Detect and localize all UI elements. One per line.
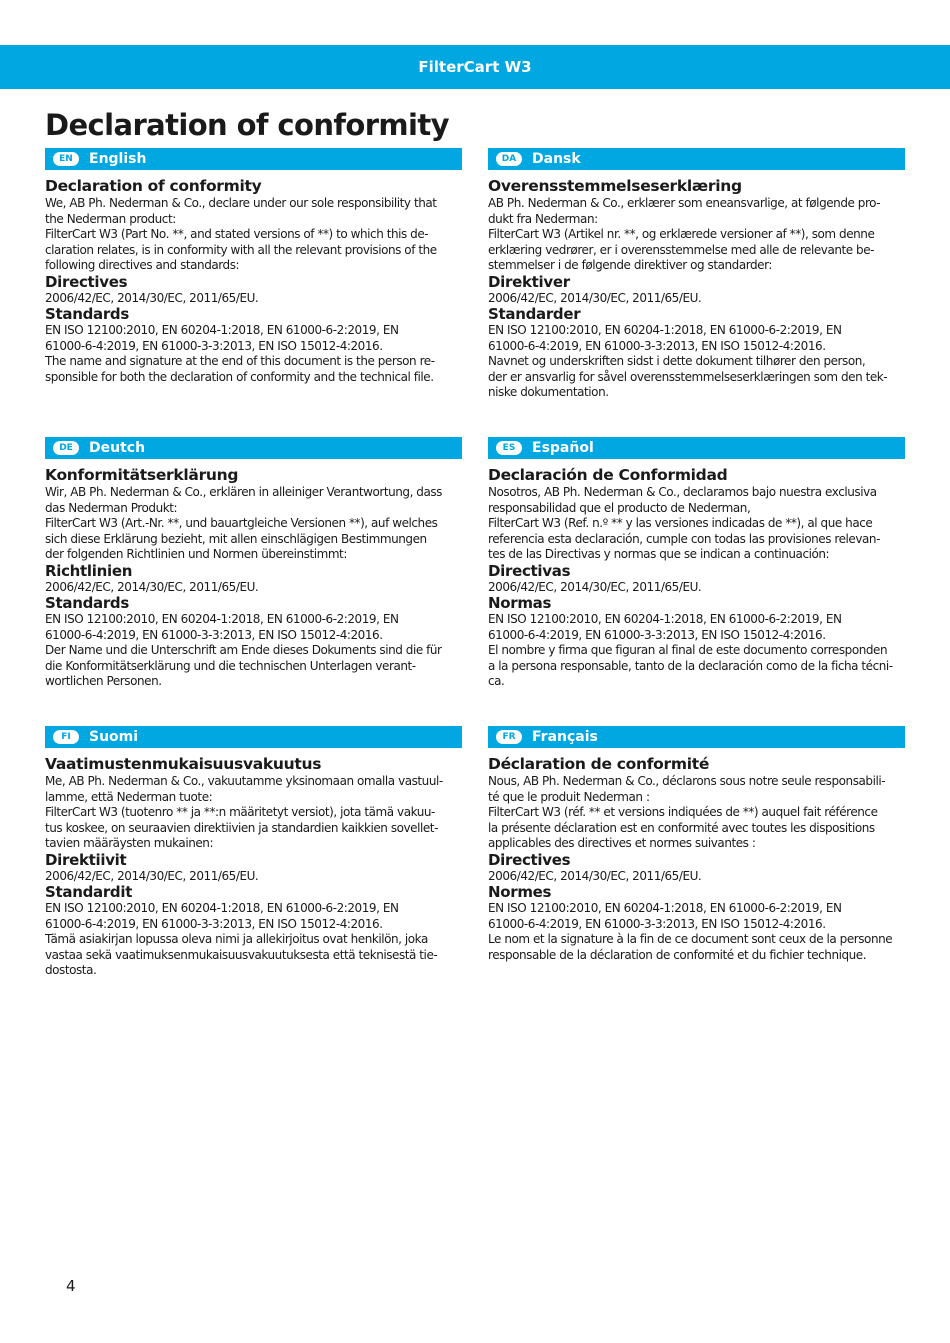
language-name: Español (532, 440, 594, 456)
standards-heading: Standards (45, 305, 129, 323)
directives-heading: Richtlinien (45, 561, 133, 580)
directives-text: 2006/42/EC, 2014/30/EC, 2011/65/EU. (45, 579, 259, 594)
directives-text: 2006/42/EC, 2014/30/EC, 2011/65/EU. (488, 868, 702, 883)
directives-heading: Direktiver (488, 272, 570, 291)
section-title: Vaatimustenmukaisuusvakuutus (45, 755, 322, 773)
standards-text: EN ISO 12100:2010, EN 60204-1:2018, EN 61000-6-2:2019, EN 61000-6-4:2019, EN 61000-3-3:2013, EN ISO 15012-4:2016. Le nom et la signature à la fin de ce document sont ceux de la personne responsable de la déclaration de conformité et du fichier technique. (488, 901, 893, 962)
language-name: Français (532, 729, 598, 745)
directives-text: 2006/42/EC, 2014/30/EC, 2011/65/EU. (45, 868, 259, 883)
section-title: Declaration of conformity (45, 177, 262, 195)
section-body (488, 170, 905, 401)
language-bar (488, 437, 905, 459)
section-body (45, 170, 462, 385)
directives-heading: Directives (45, 272, 128, 291)
intro-text: Nous, AB Ph. Nederman & Co., déclarons sous notre seule responsabili- té que le produit Nederman : FilterCart W3 (réf. ** et versions indiquées de **) auquel fait référence la présente déclaration est en conformité avec toutes les dispositions applicables des directives et normes suivantes : (488, 774, 886, 850)
language-bar (45, 437, 462, 459)
section-title: Déclaration de conformité (488, 755, 710, 773)
language-code-badge: FI (53, 730, 79, 744)
section-fr (488, 726, 905, 963)
section-de (45, 437, 462, 690)
standards-text: EN ISO 12100:2010, EN 60204-1:2018, EN 61000-6-2:2019, EN 61000-6-4:2019, EN 61000-3-3:2013, EN ISO 15012-4:2016. El nombre y firma que figuran al final de este documento corresponden a la persona responsable, tanto de la declaración como de la ficha técni- ca. (488, 612, 893, 688)
section-title: Declaración de Conformidad (488, 466, 728, 484)
standards-heading: Standarder (488, 305, 581, 323)
intro-text: Me, AB Ph. Nederman & Co., vakuutamme yksinomaan omalla vastuul- lamme, että Nederman tuote: FilterCart W3 (tuotenro ** ja **:n määritetyt versiot), jota tämä vakuu- tus koskee, on seuraavien direktiivien ja standardien kaikkien sovellet- tavien määräysten mukainen: (45, 774, 443, 850)
section-da (488, 148, 905, 401)
section-title: Overensstemmelseserklæring (488, 177, 742, 195)
language-code-badge: DA (496, 152, 522, 166)
standards-text: EN ISO 12100:2010, EN 60204-1:2018, EN 61000-6-2:2019, EN 61000-6-4:2019, EN 61000-3-3:2013, EN ISO 15012-4:2016. Tämä asiakirjan lopussa oleva nimi ja allekirjoitus ovat henkilön, joka vastaa sekä vaatimuksenmukaisuusvakuutuksesta että teknisestä tie- dostosta. (45, 901, 438, 977)
language-bar (45, 726, 462, 748)
intro-text: Nosotros, AB Ph. Nederman & Co., declaramos bajo nuestra exclusiva responsabilidad que el producto de Nederman, FilterCart W3 (Ref. n.º ** y las versiones indicadas de **), al que hace referencia esta declaración, cumple con todas las provisiones relevan- tes de las Directivas y normas que se indican a continuación: (488, 485, 880, 561)
section-body (488, 748, 905, 963)
directives-heading: Directives (488, 850, 571, 869)
language-code-badge: FR (496, 730, 522, 744)
language-bar (45, 148, 462, 170)
language-code-badge: DE (53, 441, 79, 455)
language-name: Suomi (89, 729, 139, 745)
directives-text: 2006/42/EC, 2014/30/EC, 2011/65/EU. (45, 290, 259, 305)
standards-heading: Normas (488, 594, 552, 612)
standards-heading: Normes (488, 883, 552, 901)
language-name: Deutch (89, 440, 146, 456)
directives-text: 2006/42/EC, 2014/30/EC, 2011/65/EU. (488, 579, 702, 594)
standards-text: EN ISO 12100:2010, EN 60204-1:2018, EN 61000-6-2:2019, EN 61000-6-4:2019, EN 61000-3-3:2013, EN ISO 15012-4:2016. The name and signature at the end of this document is the person re- sponsible for both the declaration of conformity and the technical file. (45, 323, 435, 384)
directives-heading: Direktiivit (45, 850, 127, 869)
language-code-badge: EN (53, 152, 79, 166)
standards-text: EN ISO 12100:2010, EN 60204-1:2018, EN 61000-6-2:2019, EN 61000-6-4:2019, EN 61000-3-3:2013, EN ISO 15012-4:2016. Der Name und die Unterschrift am Ende dieses Dokuments sind die für die Konformitätserklärung und die technischen Unterlagen verant- wortlichen Personen. (45, 612, 442, 688)
intro-text: AB Ph. Nederman & Co., erklærer som eneansvarlige, at følgende pro- dukt fra Nederman: FilterCart W3 (Artikel nr. **, og erklærede versioner af **), som denne erklæring vedrører, er i overensstemmelse med alle de relevante be- stemmelser i de følgende direktiver og standarder: (488, 196, 881, 272)
section-en (45, 148, 462, 385)
header-bar (0, 45, 950, 89)
directives-text: 2006/42/EC, 2014/30/EC, 2011/65/EU. (488, 290, 702, 305)
section-body (45, 459, 462, 690)
standards-heading: Standardit (45, 883, 133, 901)
language-bar (488, 726, 905, 748)
language-name: English (89, 151, 147, 167)
language-name: Dansk (532, 151, 581, 167)
intro-text: Wir, AB Ph. Nederman & Co., erklären in alleiniger Verantwortung, dass das Nederman Produkt: FilterCart W3 (Art.-Nr. **, und bauartgleiche Versionen **), auf welches sich diese Erklärung bezieht, mit allen einschlägigen Bestimmungen der folgenden Richtlinien und Normen übereinstimmt: (45, 485, 442, 561)
intro-text: We, AB Ph. Nederman & Co., declare under our sole responsibility that the Nederman product: FilterCart W3 (Part No. **, and stated versions of **) to which this de- claration relates, is in conformity with all the relevant provisions of the following directives and standards: (45, 196, 437, 272)
page-title: Declaration of conformity (45, 108, 449, 142)
section-title: Konformitätserklärung (45, 466, 239, 484)
language-code-badge: ES (496, 441, 522, 455)
section-body (45, 748, 462, 979)
standards-heading: Standards (45, 594, 129, 612)
section-es (488, 437, 905, 690)
page-number: 4 (66, 1277, 76, 1295)
section-body (488, 459, 905, 690)
section-fi (45, 726, 462, 979)
language-bar (488, 148, 905, 170)
product-name: FilterCart W3 (418, 58, 532, 76)
directives-heading: Directivas (488, 561, 571, 580)
standards-text: EN ISO 12100:2010, EN 60204-1:2018, EN 61000-6-2:2019, EN 61000-6-4:2019, EN 61000-3-3:2013, EN ISO 15012-4:2016. Navnet og underskriften sidst i dette dokument tilhører den person, der er ansvarlig for såvel overensstemmelseserklæringen som den tek- niske dokumentation. (488, 323, 888, 399)
